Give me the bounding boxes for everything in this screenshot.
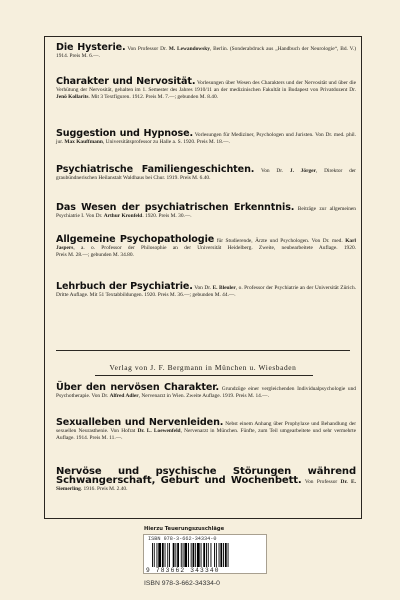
entry-price: Preis M. 6.—. — [69, 53, 100, 60]
entry-price: Preis M. 18.—. — [196, 139, 230, 146]
entry-text: Von Dr. — [194, 285, 213, 291]
catalog-entry — [56, 384, 356, 400]
entry-text-cont: , Direktor der graubündnerischen Heilanstalt Waldhaus bei Chur. 1919. — [56, 168, 356, 182]
entry-price: Preis M. 2.40. — [97, 486, 128, 493]
isbn-label-bottom: ISBN 978-3-662-34334-0 — [144, 580, 220, 587]
entry-author: Dr. E. Siemerling — [56, 479, 356, 493]
section-divider — [56, 350, 350, 351]
catalog-entry — [56, 283, 356, 299]
entry-text-cont: , a. o. Professor der Philosophie an der Universität Heidelberg. Zweite, neubearbeitete Auflage. 1920. — [73, 245, 356, 252]
entry-author: J. Jörger — [289, 168, 316, 174]
entry-price: Preis M. 14.—. — [235, 393, 269, 400]
catalog-entry — [56, 204, 356, 220]
entry-text: Von Professor — [304, 479, 341, 486]
entry-author: Arthur Kronfeld — [103, 213, 143, 220]
isbn-label-top: ISBN 978-3-662-34334-0 — [148, 536, 217, 542]
entry-author: M. Lewandowsky — [168, 46, 210, 52]
entry-title: Charakter und Nervosität. — [56, 76, 196, 87]
entry-text: für Studierende, Ärzte und Psychologen. Von Dr. med. — [216, 238, 346, 244]
catalog-entry — [56, 78, 356, 102]
entry-title: Nervöse und psychische Störungen während Schwangerschaft, Geburt und Wochenbett. — [56, 466, 356, 487]
entry-text: Vorlesungen über Wesen des Charakters und der Nervosität und über die Verhütung der Nervosität, gehalten im 1. Semester des Jahres 1910/11 an der medizinischen Fakultät in Budapest von Privatdozent Dr. — [56, 80, 356, 94]
barcode-digits: 9 783662 343340 — [146, 567, 220, 574]
entry-text: Von Dr. — [261, 168, 290, 174]
entry-text-cont: , o. Professor der Psychiatrie an der Universität Zürich. Dritte Auflage. Mit 51 Textabbildungen. 1920. — [56, 285, 356, 299]
entry-text: Von Professor Dr. — [127, 46, 169, 52]
entry-title: Das Wesen der psychiatrischen Erkenntnis. — [56, 202, 295, 213]
entry-title: Lehrbuch der Psychiatrie. — [56, 281, 193, 292]
entry-text-cont: . 1920. — [142, 213, 158, 220]
price-surcharge-note: Hierzu Teuerungszuschläge — [144, 526, 225, 532]
entry-title: Suggestion und Hypnose. — [56, 128, 194, 139]
entry-title: Allgemeine Psychopathologie — [56, 234, 215, 245]
entry-title: Die Hysterie. — [56, 42, 126, 53]
entry-author: Max Kauffmann — [64, 139, 103, 146]
entry-text-cont: . Mit 3 Textfiguren. 1912. — [88, 94, 145, 101]
entry-text-cont: , Berlin. (Sonderabdruck aus „Handbuch der Neurologie“, Bd. V.) 1914. — [56, 46, 356, 60]
barcode-label — [143, 534, 267, 574]
publisher-line: Verlag von J. F. Bergmann in München u. Wiesbaden — [109, 363, 297, 372]
entry-text: Beiträge zur allgemeinen Psychiatrie I. Von Dr. — [56, 206, 356, 220]
entry-title: Psychiatrische Familiengeschichten. — [56, 164, 255, 175]
entry-text: Grundzüge einer vergleichenden Individualpsychologie und Psychotherapie. Von Dr. — [56, 386, 356, 400]
entry-text-cont: , Nervenarzt in München. Fünfte, zum Teil umgearbeitete und sehr vermehrte Auflage. 1914. — [56, 428, 356, 442]
entry-text-cont: . 1916. — [80, 486, 96, 493]
entry-text: Vorlesungen für Mediziner, Psychologen und Juristen. Von Dr. med. phil. jur. — [56, 132, 356, 146]
catalog-entry — [56, 130, 356, 146]
entry-author: E. Bleuler — [212, 285, 236, 291]
entry-text-cont: , Universitätsprofessor zu Halle a. S. 1920. — [102, 139, 196, 146]
entry-price: Preis M. 36.—; gebunden M. 44.—. — [157, 292, 236, 299]
entry-author: Dr. L. Loewenfeld — [137, 428, 181, 435]
catalog-entry — [56, 468, 356, 494]
barcode-icon — [152, 543, 262, 567]
entry-price: Preis M. 28.—; gebunden M. 34.80. — [56, 252, 134, 259]
publisher-rule — [95, 375, 313, 376]
entry-title: Über den nervösen Charakter. — [56, 382, 220, 393]
catalog-entry — [56, 166, 356, 182]
entry-author: Alfred Adler — [109, 393, 139, 400]
entry-text: Nebst einem Anhang über Prophylaxe und Behandlung der sexuellen Neurasthenie. Von Hofrat — [56, 421, 356, 435]
entry-price: Preis M. 6.40. — [180, 175, 211, 182]
entry-price: Preis M. 7.—; gebunden M. 8.40. — [145, 94, 219, 101]
entry-price: Preis M. 30.—. — [158, 213, 192, 220]
catalog-entry — [56, 419, 356, 443]
catalog-entry — [56, 44, 356, 60]
entry-author: Karl Jaspers — [56, 238, 356, 252]
entry-price: Preis M. 11.—. — [89, 435, 123, 442]
entry-title: Sexualleben und Nervenleiden. — [56, 417, 224, 428]
catalog-entry — [56, 236, 356, 260]
page-frame — [44, 36, 362, 519]
entry-author: Jenö Kollarits — [56, 94, 89, 101]
entry-text-cont: , Nervenarzt in Wien. Zweite Auflage. 1919. — [138, 393, 235, 400]
